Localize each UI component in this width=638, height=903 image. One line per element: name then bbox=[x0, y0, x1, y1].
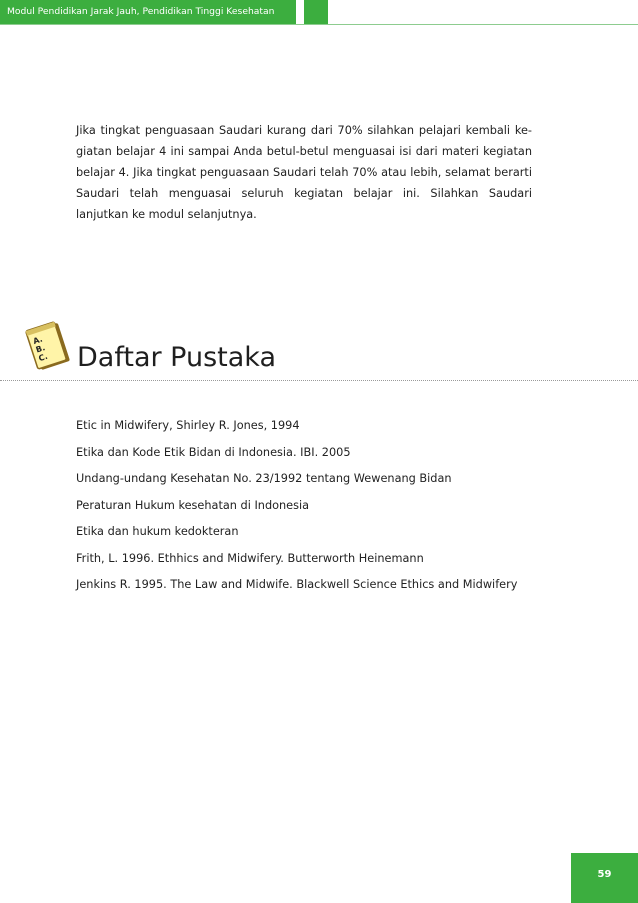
reference-item: Etic in Midwifery, Shirley R. Jones, 1994 bbox=[76, 419, 300, 432]
reference-list bbox=[76, 413, 596, 599]
icon-letter-b: B. bbox=[34, 343, 47, 355]
icon-letter-a: A. bbox=[31, 334, 44, 347]
header-bar bbox=[0, 0, 296, 24]
header-accent-square bbox=[304, 0, 328, 24]
page-number: 59 bbox=[597, 869, 612, 880]
reference-item: Undang-undang Kesehatan No. 23/1992 tentang Wewenang Bidan bbox=[76, 472, 452, 485]
instruction-paragraph: Jika tingkat penguasaan Saudari kurang dari 70% silahkan pelajari kembali ke-giatan belajar 4 ini sampai Anda betul-betul menguasai isi dari materi kegiatan belajar 4. Jika tingkat penguasaan Saudari telah 70% atau lebih, selamat berarti Saudari telah menguasai seluruh kegiatan belajar ini. Silahkan Saudari lanjutkan ke modul selanjutnya. bbox=[76, 124, 532, 221]
header-title: Modul Pendidikan Jarak Jauh, Pendidikan Tinggi Kesehatan bbox=[7, 6, 275, 17]
section-title: Daftar Pustaka bbox=[77, 342, 277, 373]
reference-item: Jenkins R. 1995. The Law and Midwife. Blackwell Science Ethics and Midwifery bbox=[76, 578, 518, 591]
header-divider bbox=[0, 24, 638, 25]
reference-item: Etika dan hukum kedokteran bbox=[76, 525, 239, 538]
reference-item: Peraturan Hukum kesehatan di Indonesia bbox=[76, 498, 310, 512]
abc-notepad-icon bbox=[20, 318, 76, 376]
page-number-box bbox=[571, 853, 638, 903]
icon-letter-c: C. bbox=[37, 351, 49, 364]
section-divider bbox=[0, 380, 638, 381]
reference-item: Etika dan Kode Etik Bidan di Indonesia. IBI. 2005 bbox=[76, 445, 351, 459]
reference-item: Frith, L. 1996. Ethhics and Midwifery. Butterworth Heinemann bbox=[76, 551, 424, 565]
